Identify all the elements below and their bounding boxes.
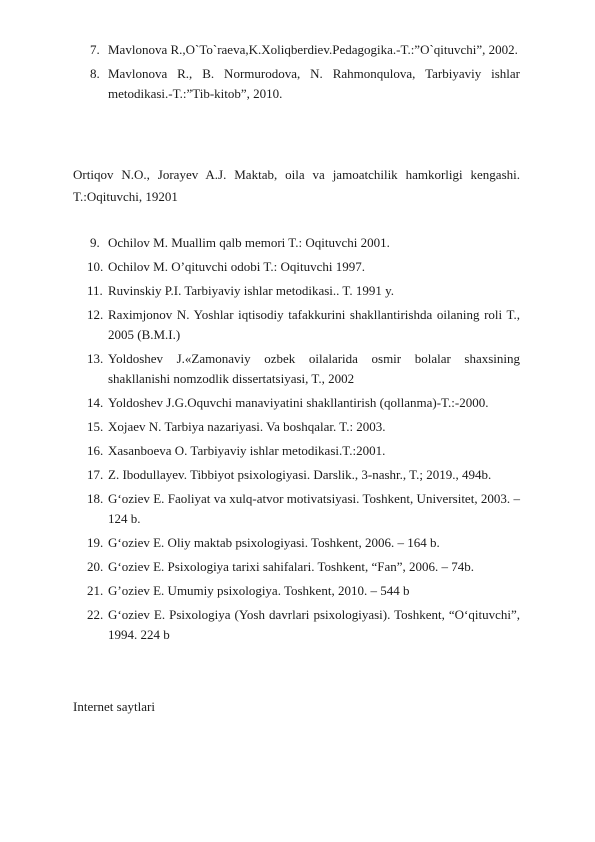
reference-number: 12.: [87, 307, 104, 322]
reference-number: 7.: [90, 42, 100, 57]
reference-text: Raximjonov N. Yoshlar iqtisodiy tafakkurini shakllantirishda oilaning roli T., 2005 (B.M.I.): [108, 307, 520, 342]
reference-number: 22.: [87, 607, 104, 622]
reference-item: [0, 557, 595, 577]
reference-text: Mavlonova R., B. Normurodova, N. Rahmonqulova, Tarbiyaviy ishlar metodikasi.-T.:”Tib-kitob”, 2010.: [108, 66, 520, 101]
reference-item: [0, 257, 595, 277]
reference-text: Z. Ibodullayev. Tibbiyot psixologiyasi. Darslik., 3-nashr., T.; 2019., 494b.: [108, 467, 492, 482]
reference-text: G’oziev E. Umumiy psixologiya. Toshkent, 2010. – 544 b: [108, 583, 410, 598]
reference-number: 19.: [87, 535, 104, 550]
reference-item: [0, 417, 595, 437]
reference-list-main: [0, 233, 595, 649]
reference-item: [0, 64, 595, 104]
reference-text: Ochilov M. O’qituvchi odobi T.: Oqituvchi 1997.: [108, 259, 365, 274]
reference-text: Xojaev N. Tarbiya nazariyasi. Va boshqalar. T.: 2003.: [108, 419, 386, 434]
reference-number: 14.: [87, 395, 104, 410]
section-heading: Internet saytlari: [73, 699, 155, 714]
reference-item: [0, 605, 595, 645]
reference-item: [0, 233, 595, 253]
reference-list-top: [0, 40, 595, 108]
reference-text: G‘oziev E. Psixologiya (Yosh davrlari psixologiyasi). Toshkent, “O‘qituvchi”, 1994. 224 b: [108, 607, 520, 642]
reference-text: G‘oziev E. Psixologiya tarixi sahifalari. Toshkent, “Fan”, 2006. – 74b.: [108, 559, 475, 574]
reference-item: [0, 441, 595, 461]
reference-number: 16.: [87, 443, 104, 458]
reference-text: Xasanboeva O. Tarbiyaviy ishlar metodikasi.T.:2001.: [108, 443, 386, 458]
reference-number: 8.: [90, 66, 100, 81]
reference-item: [0, 305, 595, 345]
reference-item: [0, 281, 595, 301]
reference-text: Mavlonova R.,O`To`raeva,K.Xoliqberdiev.Pedagogika.-T.:”O`qituvchi”, 2002.: [108, 42, 518, 57]
reference-text: Yoldoshev J.G.Oquvchi manaviyatini shakllantirish (qollanma)-T.:-2000.: [108, 395, 489, 410]
body-paragraph: Ortiqov N.O., Jorayev A.J. Maktab, oila va jamoatchilik hamkorligi kengashi. T.:Oqituvchi, 19201: [73, 167, 520, 204]
reference-item: [0, 349, 595, 389]
reference-number: 9.: [90, 235, 100, 250]
reference-text: Yoldoshev J.«Zamonaviy ozbek oilalarida osmir bolalar shaxsining shakllanishi nomzodlik dissertatsiyasi, T., 2002: [108, 351, 520, 386]
reference-item: [0, 489, 595, 529]
reference-number: 17.: [87, 467, 104, 482]
reference-number: 15.: [87, 419, 104, 434]
reference-number: 20.: [87, 559, 104, 574]
reference-item: [0, 581, 595, 601]
reference-number: 11.: [87, 283, 103, 298]
reference-text: G‘oziev E. Oliy maktab psixologiyasi. Toshkent, 2006. – 164 b.: [108, 535, 440, 550]
reference-number: 18.: [87, 491, 104, 506]
reference-text: G‘oziev E. Faoliyat va xulq-atvor motivatsiyasi. Toshkent, Universitet, 2003. – 124 b.: [108, 491, 520, 526]
reference-number: 13.: [87, 351, 104, 366]
reference-item: [0, 393, 595, 413]
reference-text: Ruvinskiy P.I. Tarbiyaviy ishlar metodikasi.. T. 1991 y.: [108, 283, 395, 298]
reference-number: 10.: [87, 259, 104, 274]
reference-item: [0, 533, 595, 553]
reference-item: [0, 465, 595, 485]
reference-text: Ochilov M. Muallim qalb memori T.: Oqituvchi 2001.: [108, 235, 390, 250]
reference-item: [0, 40, 595, 60]
reference-number: 21.: [87, 583, 104, 598]
